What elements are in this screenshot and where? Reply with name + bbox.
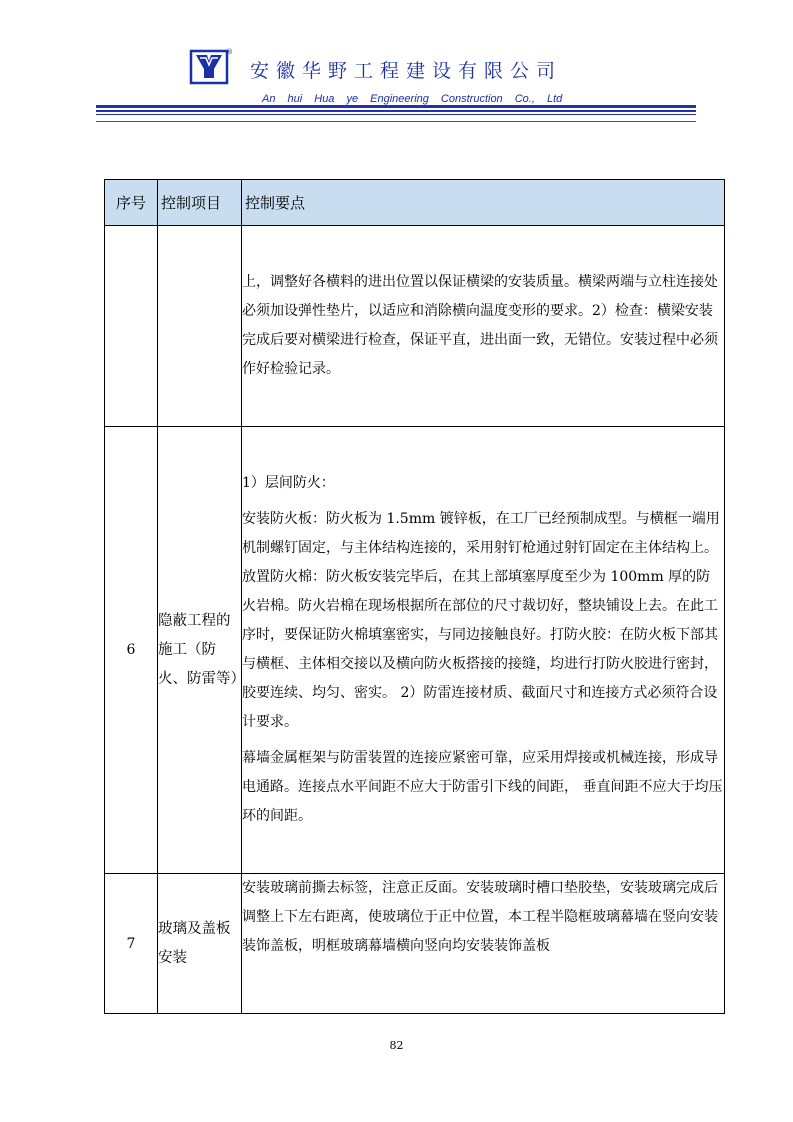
company-name-cn: 安徽华野工程建设有限公司 (250, 60, 563, 82)
table-row (105, 874, 725, 1014)
table-row (105, 427, 725, 874)
control-item: 玻璃及盖板安装 (158, 874, 242, 1014)
company-logo-icon (190, 47, 232, 85)
control-point-paragraph: 安装玻璃前撕去标签，注意正反面。安装玻璃时槽口垫胶垫，安装玻璃完成后调整上下左右距离，使玻璃位于正中位置，本工程半隐框玻璃幕墙在竖向安装装饰盖板，明框玻璃幕墙横向竖向均安装装饰盖板 (242, 880, 718, 954)
column-header-item: 控制项目 (158, 180, 242, 226)
column-header-no: 序号 (105, 180, 158, 226)
page-number: 82 (389, 1039, 404, 1052)
control-point-paragraph: 1）层间防火： (242, 475, 335, 491)
control-item: 隐蔽工程的施工（防火、防雷等） (158, 427, 242, 874)
header-rule (96, 121, 696, 122)
control-item (158, 226, 242, 427)
control-point-paragraph: 幕墙金属框架与防雷装置的连接应紧密可靠，应采用焊接或机械连接，形成导电通路。连接点水平间距不应大于防雷引下线的间距， 垂直间距不应大于均压环的间距。 (242, 750, 723, 824)
row-number: 6 (105, 427, 158, 874)
control-points (242, 427, 725, 874)
header-rule (96, 114, 696, 115)
column-header-points: 控制要点 (242, 180, 725, 226)
table-row (105, 226, 725, 427)
row-number (105, 226, 158, 427)
header-rule (96, 105, 696, 108)
row-number: 7 (105, 874, 158, 1014)
control-points (242, 874, 725, 1014)
control-points-table (104, 179, 725, 1014)
control-points (242, 226, 725, 427)
control-point-paragraph: 安装防火板：防火板为 1.5mm 镀锌板，在工厂已经预制成型。与横框一端用机制螺钉固定，与主体结构连接的，采用射钉枪通过射钉固定在主体结构上。 (242, 511, 720, 556)
registered-mark: ® (226, 48, 233, 56)
header-rule (96, 110, 696, 112)
control-point-paragraph: 上，调整好各横料的进出位置以保证横梁的安装质量。横梁两端与立柱连接处必须加设弹性垫片，以适应和消除横向温度变形的要求。2）检查：横梁安装完成后要对横梁进行检查，保证平直，进出面一致，无错位。安装过程中必须作好检验记录。 (242, 274, 718, 377)
control-point-paragraph: 放置防火棉：防火板安装完毕后，在其上部填塞厚度至少为 100mm 厚的防火岩棉。防火岩棉在现场根据所在部位的尺寸裁切好，整块铺设上去。在此工序时，要保证防火棉填塞密实，与同边接触良好。打防火胶：在防火板下部其与横框、主体相交接以及横向防火板搭接的接缝，均进行打防火胶进行密封，胶要连续、均匀、密实。 2）防雷连接材质、截面尺寸和连接方式必须符合设计要求。 (242, 569, 718, 730)
company-name-en: An hui Hua ye Engineering Construction Co., Ltd (262, 93, 563, 105)
table-header-row (105, 180, 725, 226)
